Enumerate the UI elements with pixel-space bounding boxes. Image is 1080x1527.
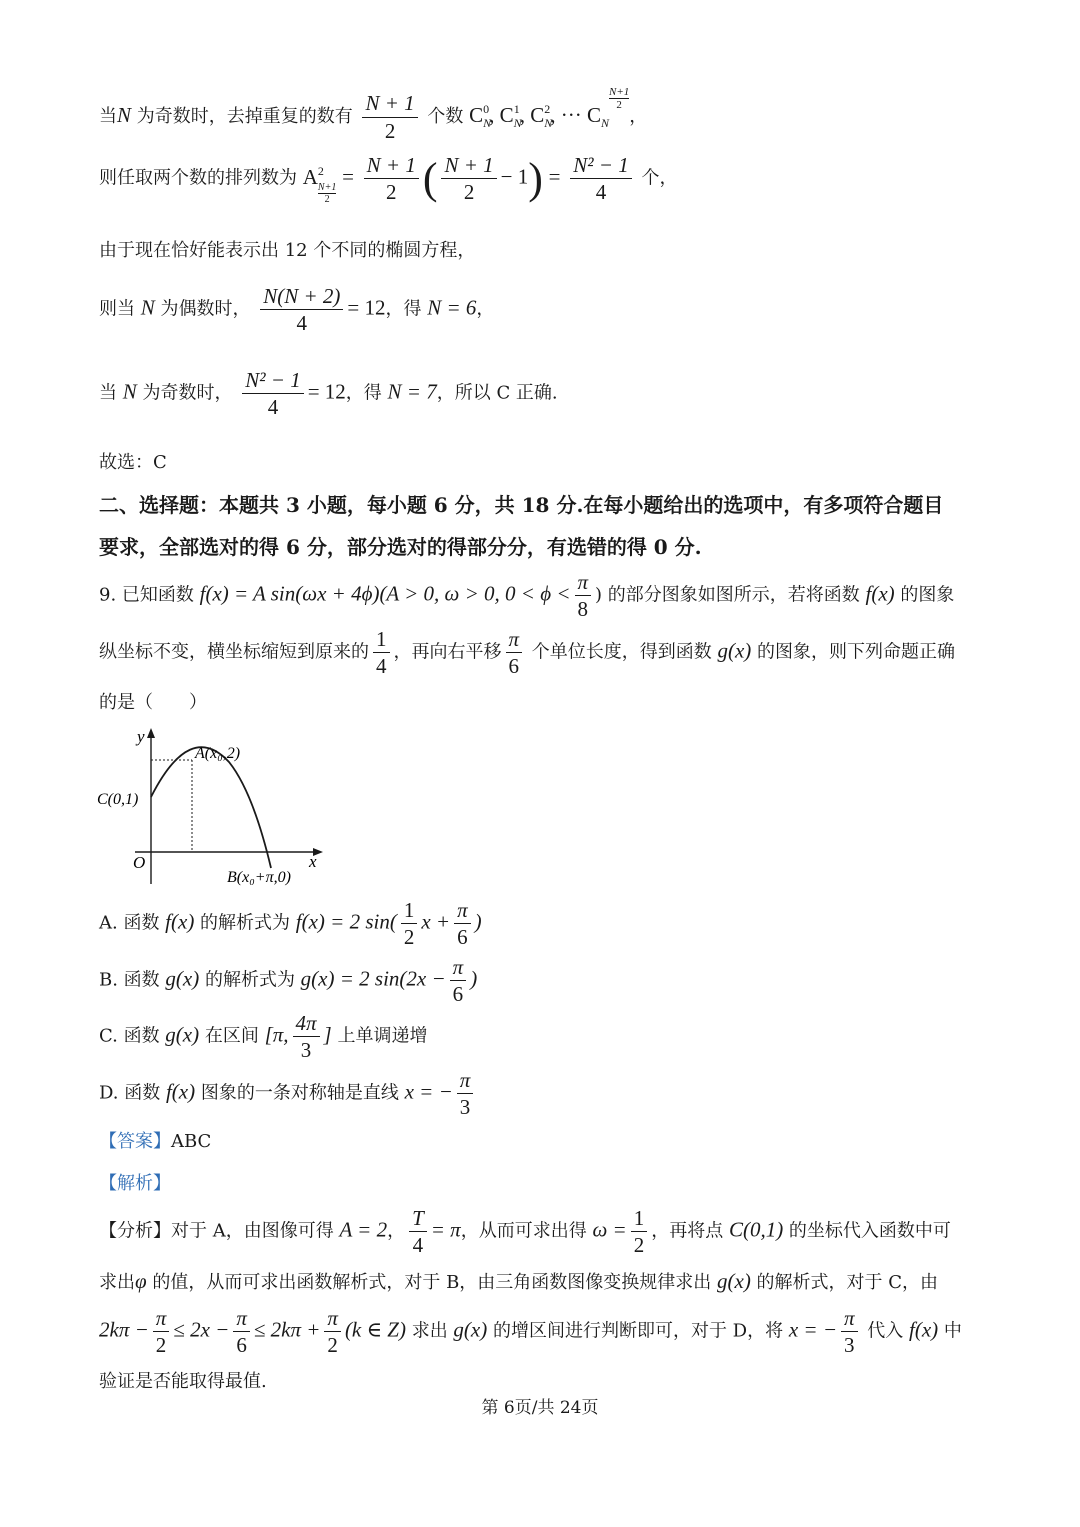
line-choice-c: 故选：C <box>99 452 167 473</box>
question9-line3: 的是（ ） <box>99 692 207 713</box>
fraction <box>293 1011 320 1062</box>
expr: g(x) = 2 sin(2x − <box>300 966 446 991</box>
text: 中 <box>938 1320 962 1342</box>
math: = π <box>430 1217 461 1242</box>
option-c <box>99 1011 427 1062</box>
text: 图象的一条对称轴是直线 <box>195 1082 405 1104</box>
numerator: π <box>450 955 467 981</box>
text: C. 函数 <box>99 1025 166 1047</box>
expr: ) <box>470 966 478 991</box>
analysis-line1 <box>99 1206 951 1257</box>
denominator: 4 <box>595 180 607 205</box>
result: N = 7 <box>387 379 437 404</box>
math: φ <box>135 1269 147 1293</box>
left-paren: ( <box>422 154 438 204</box>
text: 则任取两个数的排列数为 <box>99 167 297 189</box>
question9-line1 <box>99 570 954 621</box>
numerator: T <box>409 1206 427 1232</box>
text: ，得 <box>385 298 428 320</box>
numerator: π <box>575 570 592 596</box>
text: 当 <box>99 106 117 127</box>
fraction <box>575 570 592 621</box>
gx: g(x) <box>717 638 752 663</box>
option-b <box>99 955 477 1006</box>
denominator: 6 <box>236 1333 247 1358</box>
text: ，从而可求出得 <box>460 1220 593 1242</box>
text: 个数 <box>427 106 464 127</box>
math: x = − <box>788 1317 838 1342</box>
fraction <box>233 1306 250 1357</box>
text: 的解析式为 <box>199 969 301 991</box>
fraction <box>364 153 419 204</box>
minus-one: − 1 <box>500 164 529 189</box>
line-odd-case <box>99 368 558 419</box>
text: 的解析式为 <box>194 912 296 934</box>
sine-curve <box>151 747 271 868</box>
numerator: 1 <box>401 898 418 924</box>
expr: ) <box>474 909 482 934</box>
denominator: 3 <box>844 1333 855 1358</box>
expr: x = − <box>404 1079 453 1104</box>
expr: f(x) = 2 sin( <box>295 909 397 934</box>
numerator: N² − 1 <box>570 153 631 179</box>
fraction <box>401 898 418 949</box>
text: 的增区间进行判断即可，对于 D，将 <box>487 1320 789 1342</box>
fraction <box>450 955 467 1006</box>
math: (k ∈ Z) <box>344 1317 406 1342</box>
text: 在区间 <box>199 1025 265 1047</box>
math: C(0,1) <box>728 1217 784 1242</box>
numerator: π <box>454 898 471 924</box>
denominator: 4 <box>412 1233 424 1258</box>
numerator: N + 1 <box>362 91 417 117</box>
math: A = 2 <box>339 1217 388 1242</box>
question9-line2 <box>99 627 955 678</box>
text: ，所以 C 正确. <box>436 382 558 404</box>
text: D. 函数 <box>99 1082 166 1104</box>
answer-line <box>99 1127 211 1153</box>
text: 的值，从而可求出函数解析式，对于 B，由三角函数图像变换规律求出 <box>146 1272 718 1293</box>
superscript: 2 <box>317 163 324 178</box>
denominator: 4 <box>376 654 387 679</box>
text: 的图象 <box>894 584 955 606</box>
fraction <box>242 368 303 419</box>
text: ， <box>476 298 495 320</box>
denominator: 4 <box>267 395 279 420</box>
fraction <box>373 627 390 678</box>
fraction <box>631 1206 648 1257</box>
text: 对于 A，由图像可得 <box>171 1220 340 1242</box>
numerator: N² − 1 <box>242 368 303 394</box>
arrangement-symbol <box>302 163 337 205</box>
denominator: 2 <box>385 180 397 205</box>
line-odd-n-dedup <box>99 86 647 143</box>
math: ω = <box>592 1217 627 1242</box>
text: 的图象，则下列命题正确 <box>751 641 956 663</box>
denominator: 6 <box>508 654 520 679</box>
text: 为奇数时， <box>136 382 233 404</box>
numerator: 1 <box>631 1206 648 1232</box>
math: f(x) <box>909 1317 939 1342</box>
answer-label: 【答案】 <box>99 1131 171 1152</box>
analysis-line2 <box>99 1268 938 1294</box>
denominator: 2 <box>463 180 475 205</box>
point-b-label: B(x₀+π,0) <box>227 869 291 886</box>
equals: = <box>548 164 561 189</box>
line-permutation <box>99 153 677 205</box>
numerator: π <box>153 1306 170 1332</box>
text: 上单调递增 <box>331 1025 428 1047</box>
origin-label: O <box>133 853 146 872</box>
text: 为奇数时，去掉重复的数有 <box>131 106 359 127</box>
option-a <box>99 898 482 949</box>
text: 求出 <box>99 1272 135 1293</box>
denominator: 4 <box>296 311 308 336</box>
gx: g(x) <box>165 1022 200 1047</box>
numerator: π <box>233 1306 250 1332</box>
numerator: π <box>506 627 523 653</box>
text: 当 <box>99 382 123 404</box>
text: 代入 <box>861 1320 909 1342</box>
option-d <box>99 1068 477 1119</box>
expr: x + <box>421 909 451 934</box>
text: 则当 <box>99 298 141 320</box>
text: 纵坐标不变，横坐标缩短到原来的 <box>99 641 369 663</box>
denominator: 6 <box>452 982 464 1007</box>
fraction <box>454 898 471 949</box>
fraction <box>841 1306 858 1357</box>
denominator: 6 <box>457 925 468 950</box>
math: ≤ 2x − <box>173 1317 230 1342</box>
math-n: N <box>140 295 155 320</box>
fen-label: 【分析】 <box>99 1220 171 1242</box>
fraction <box>506 627 523 678</box>
point-a-label: A(x₀,2) <box>195 745 241 762</box>
fraction <box>441 153 496 204</box>
equation: = 12 <box>307 379 346 404</box>
denominator: 3 <box>300 1038 312 1063</box>
section-title-line2: 要求，全部选对的得 6 分，部分选对的得部分分，有选错的得 0 分. <box>99 535 702 559</box>
equals: = <box>342 164 354 189</box>
combo-top-frac <box>609 86 629 111</box>
fraction <box>260 284 343 335</box>
a-symbol: A <box>302 164 318 189</box>
numerator: N+1 <box>608 86 630 98</box>
gx: g(x) <box>165 966 200 991</box>
fraction <box>570 153 631 204</box>
fraction <box>409 1206 427 1257</box>
text: 的坐标代入函数中可 <box>783 1220 951 1242</box>
line-twelve-ellipses: 由于现在恰好能表示出 12 个不同的椭圆方程， <box>99 240 476 261</box>
y-axis-arrow <box>147 728 155 738</box>
math: 2kπ − <box>99 1317 149 1342</box>
text: 的解析式，对于 C，由 <box>750 1272 939 1293</box>
numerator: π <box>457 1068 474 1094</box>
denominator: 3 <box>459 1095 471 1120</box>
combination-list: $C_N^0$, $C_N^1$, $C_N^2$, ··· $C_N$ <box>469 102 609 130</box>
expr: ] <box>323 1022 332 1047</box>
text: 个单位长度，得到函数 <box>526 641 718 663</box>
expr: [π, <box>264 1022 289 1047</box>
denominator: 2 <box>327 1333 338 1358</box>
page-footer: 第 6页/共 24页 <box>481 1398 599 1418</box>
text: ， <box>629 106 648 127</box>
right-paren: ) <box>528 154 543 204</box>
math-n: N <box>122 379 137 404</box>
analysis-label: 【解析】 <box>99 1173 171 1194</box>
text: ) 的部分图象如图所示，若将函数 <box>595 584 866 606</box>
function-graph <box>95 722 335 892</box>
denominator: 2 <box>403 925 415 950</box>
text: ，再将点 <box>651 1220 729 1242</box>
numerator: N+1 <box>317 181 337 193</box>
fraction <box>324 1306 341 1357</box>
text: B. 函数 <box>99 969 166 991</box>
fx: f(x) <box>865 581 895 606</box>
denominator: 2 <box>384 118 396 143</box>
text: ，再向右平移 <box>393 641 502 663</box>
fraction <box>153 1306 170 1357</box>
numerator: N(N + 2) <box>260 284 343 310</box>
answer-value: ABC <box>171 1131 212 1152</box>
fraction <box>362 91 417 142</box>
denominator: 2 <box>616 99 622 111</box>
math: ≤ 2kπ + <box>253 1317 321 1342</box>
result: N = 6 <box>427 295 477 320</box>
text: 为偶数时， <box>154 298 251 320</box>
text: 求出 <box>405 1320 454 1342</box>
denominator: 2 <box>324 193 330 205</box>
numerator: N + 1 <box>364 153 419 179</box>
function-expr: f(x) = A sin(ωx + 4ϕ)(A > 0, ω > 0, 0 < ϕ < <box>199 581 571 606</box>
math-n: N <box>117 103 132 127</box>
math: g(x) <box>717 1269 751 1293</box>
text: 9. 已知函数 <box>99 584 200 606</box>
numerator: π <box>324 1306 341 1332</box>
numerator: 4π <box>293 1011 320 1037</box>
numerator: N + 1 <box>441 153 496 179</box>
fx: f(x) <box>165 909 195 934</box>
numerator: π <box>841 1306 858 1332</box>
subscript-frac <box>318 182 336 205</box>
section-title-line1: 二、选择题：本题共 3 小题，每小题 6 分，共 18 分.在每小题给出的选项中，有多项符合题目 <box>99 493 944 517</box>
analysis-line3 <box>99 1306 962 1357</box>
analysis-line4: 验证是否能取得最值. <box>99 1371 267 1392</box>
numerator: 1 <box>373 627 390 653</box>
denominator: 2 <box>155 1333 167 1358</box>
equation: = 12 <box>347 295 386 320</box>
text: 个， <box>635 167 678 189</box>
denominator: 2 <box>633 1233 645 1258</box>
line-even-case <box>99 284 494 335</box>
text: ，得 <box>345 382 388 404</box>
y-label: y <box>137 727 145 746</box>
text: A. 函数 <box>99 912 166 934</box>
x-label: x <box>309 852 317 871</box>
math: g(x) <box>453 1317 488 1342</box>
fx: f(x) <box>165 1079 196 1104</box>
text: ， <box>387 1220 406 1242</box>
denominator: 8 <box>577 597 589 622</box>
fraction <box>457 1068 474 1119</box>
point-c-label: C(0,1) <box>97 791 139 808</box>
